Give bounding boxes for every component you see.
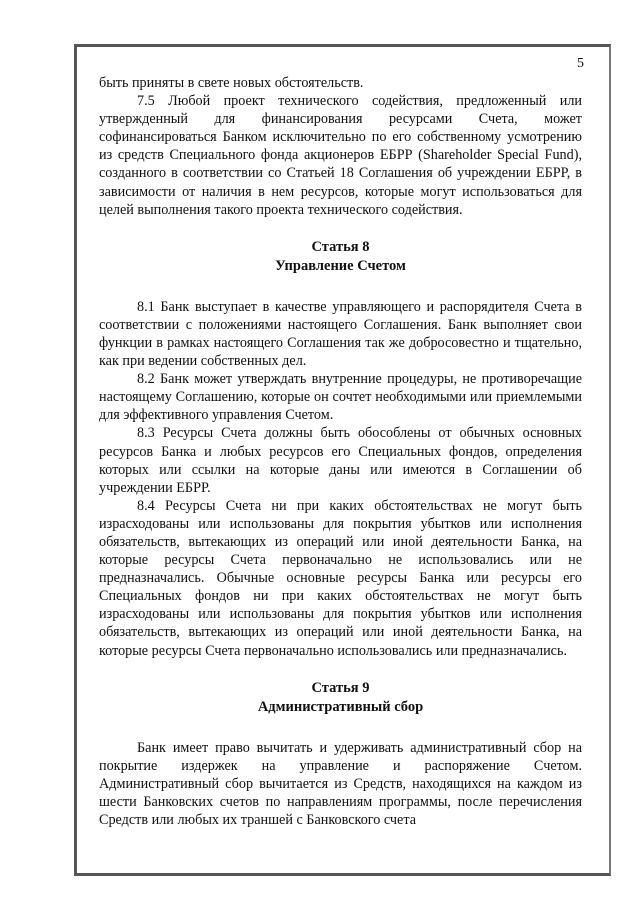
continuation-line: быть приняты в свете новых обстоятельств. <box>99 75 364 91</box>
article-8-title: Управление Счетом <box>275 257 406 274</box>
article-8-number: Статья 8 <box>311 238 370 255</box>
clause-8-2: 8.2 Банк может утверждать внутренние процедуры, не противоречащие настоящему Соглашению, которые он сочтет необходимыми или приемлемыми для эффективного управления Счетом. <box>99 371 582 424</box>
article-9-number: Статья 9 <box>311 679 370 696</box>
article-9-text: Банк имеет право вычитать и удерживать административный сбор на покрытие издержек на управление и распоряжение Счетом. Административный сбор вычитается из Средств, находящихся на каждом из шести Банковских счетов по направлениям программы, после перечисления Средств или любых их траншей с Банковского счета <box>99 739 582 828</box>
clause-8-3: 8.3 Ресурсы Счета должны быть обособлены от обычных основных ресурсов Банка и любых ресурсов его Специальных фондов, определения которых или ссылки на которые даны или имеются в Соглашении об учреждении ЕБРР. <box>99 425 582 496</box>
document-body <box>99 74 582 829</box>
article-9-title: Административный сбор <box>257 698 424 715</box>
clause-8-4: 8.4 Ресурсы Счета ни при каких обстоятельствах не могут быть израсходованы или использованы для покрытия убытков или исполнения обязательств, вытекающих из операций или иной деятельности Банка, на которые ресурсы Счета первоначально не использовались или не предназначались. Обычные основные ресурсы Банка или ресурсы его Специальных фондов ни при каких обстоятельствах не могут быть израсходованы или использованы для покрытия убытков или исполнения обязательств, вытекающих из операций или иной деятельности Банка, на которые ресурсы Счета первоначально использовались или предназначались. <box>99 497 582 659</box>
clause-8-1: 8.1 Банк выступает в качестве управляющего и распорядителя Счета в соответствии с положениями настоящего Соглашения. Банк выполняет свои функции в рамках настоящего Соглашения так же добросовестно и тщательно, как при ведении собственных дел. <box>99 298 582 370</box>
page-number: 5 <box>577 56 584 71</box>
clause-7-5: 7.5 Любой проект технического содействия, предложенный или утвержденный для финансирования ресурсами Счета, может софинансироваться Банком исключительно по его собственному усмотрению из средств Специального фонда акционеров ЕБРР (Shareholder Special Fund), созданного в соответствии со Статьей 18 Соглашения об учреждении ЕБРР, в зависимости от наличия в нем ресурсов, которые могут использоваться для целей выполнения такого проекта технического содействия. <box>99 93 582 218</box>
